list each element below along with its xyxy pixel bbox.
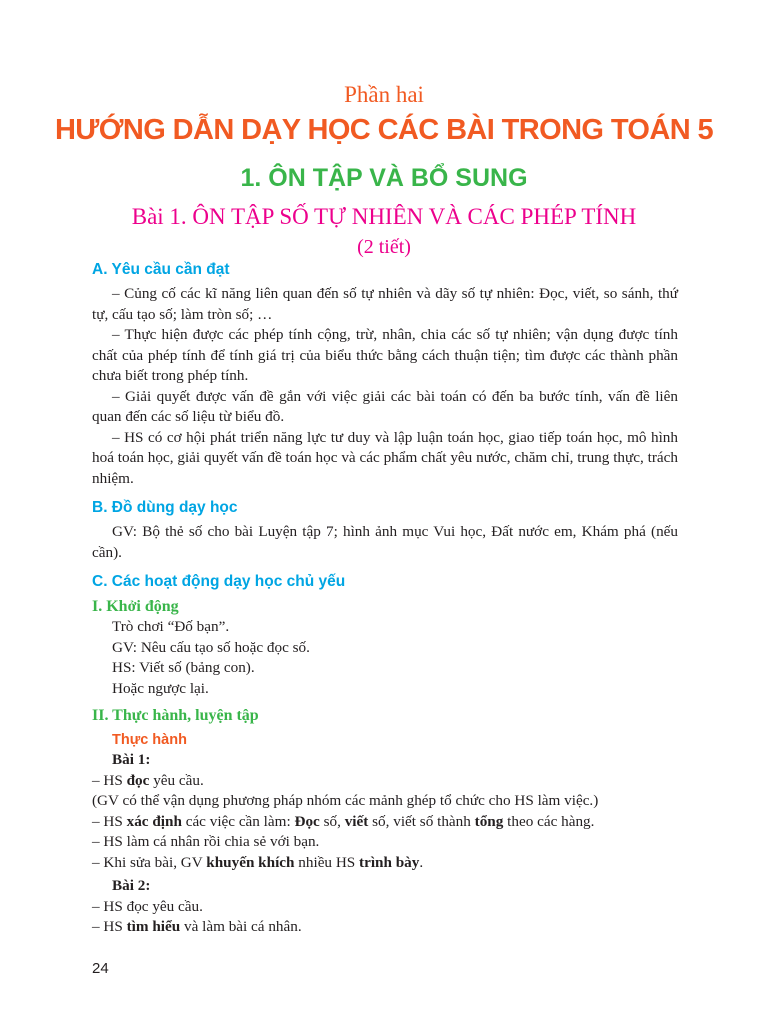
exercise-2-line: – HS tìm hiểu và làm bài cá nhân.: [92, 918, 302, 935]
lesson-periods: (2 tiết): [357, 236, 411, 258]
warmup-line: Hoặc ngược lại.: [112, 679, 209, 697]
exercise-1-line: – HS xác định các việc cần làm: Đọc số, viết số, viết số thành tổng theo các hàng.: [92, 812, 595, 830]
chapter-title: 1. ÔN TẬP VÀ BỔ SUNG: [240, 164, 528, 192]
section-b-heading: B. Đồ dùng dạy học: [92, 499, 238, 516]
part-2-heading: II. Thực hành, luyện tập: [92, 707, 259, 724]
lesson-title: Bài 1. ÔN TẬP SỐ TỰ NHIÊN VÀ CÁC PHÉP TÍNH: [131, 204, 637, 229]
practice-heading: Thực hành: [112, 732, 187, 748]
section-a-heading: A. Yêu cầu cần đạt: [92, 261, 230, 278]
warmup-line: HS: Viết số (bảng con).: [112, 659, 255, 676]
section-a-item: – Thực hiện được các phép tính cộng, trừ, nhân, chia các số tự nhiên; vận dụng được tính chất của phép tính để tính giá trị của biểu thức bằng cách thuận tiện; tìm được các thành phần chưa biết trong phép tính.: [92, 326, 678, 384]
exercise-1-line: – HS đọc yêu cầu.: [92, 771, 204, 789]
section-c-heading: C. Các hoạt động dạy học chủ yếu: [92, 573, 346, 590]
section-a-item: – HS có cơ hội phát triển năng lực tư duy và lập luận toán học, giao tiếp toán học, mô hình hoá toán học, giải quyết vấn đề toán học và các phẩm chất yêu nước, chăm chỉ, trung thực, trách nhiệm.: [92, 428, 678, 487]
page-number: 24: [92, 960, 109, 977]
section-a-item: – Giải quyết được vấn đề gắn với việc giải các bài toán có đến ba bước tính, vấn đề liên quan đến các số liệu từ biểu đồ.: [92, 387, 678, 425]
warmup-line: GV: Nêu cấu tạo số hoặc đọc số.: [112, 638, 310, 656]
part-1-heading: I. Khởi động: [92, 598, 179, 615]
section-b-text: GV: Bộ thẻ số cho bài Luyện tập 7; hình ảnh mục Vui học, Đất nước em, Khám phá (nếu cần).: [92, 523, 678, 561]
section-a-item: – Củng cố các kĩ năng liên quan đến số tự nhiên và dãy số tự nhiên: Đọc, viết, so sánh, thứ tự, cấu tạo số; làm tròn số; …: [92, 285, 678, 323]
part-title: HƯỚNG DẪN DẠY HỌC CÁC BÀI TRONG TOÁN 5: [54, 114, 714, 146]
exercise-1-line: – HS làm cá nhân rồi chia sẻ với bạn.: [92, 833, 320, 850]
warmup-line: Trò chơi “Đố bạn”.: [112, 618, 230, 635]
exercise-1-line: (GV có thể vận dụng phương pháp nhóm các mảnh ghép tổ chức cho HS làm việc.): [92, 792, 599, 809]
exercise-1-line: – Khi sửa bài, GV khuyến khích nhiều HS trình bày.: [92, 853, 424, 871]
exercise-1-label: Bài 1:: [112, 751, 151, 768]
exercise-2-line: – HS đọc yêu cầu.: [92, 897, 203, 915]
exercise-2-label: Bài 2:: [112, 877, 151, 894]
lesson-content: [92, 260, 678, 938]
part-label: Phần hai: [344, 82, 424, 107]
